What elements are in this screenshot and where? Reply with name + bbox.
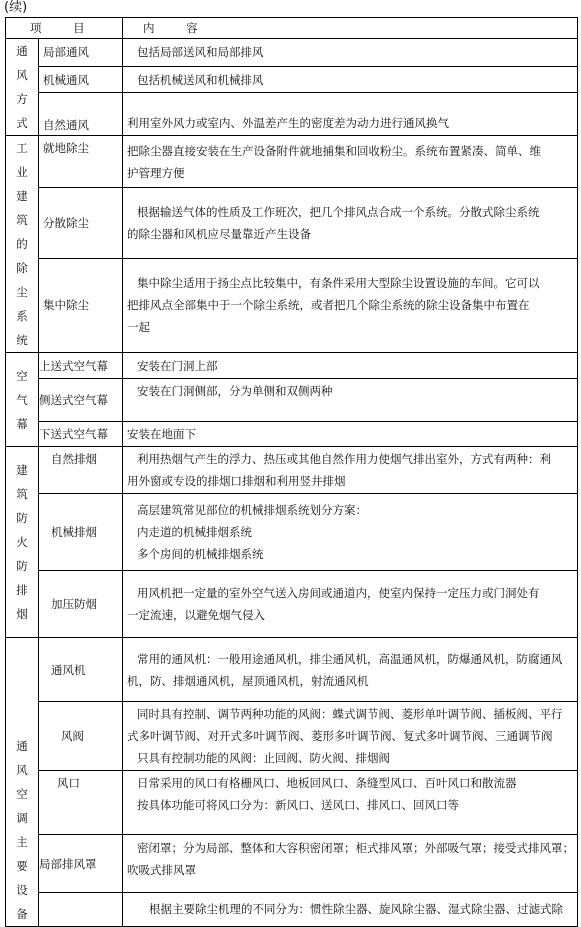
continued-label: (续): [4, 0, 28, 15]
subitem-cell: 下送式空气幕: [39, 422, 123, 447]
category-char: 幕: [16, 416, 28, 431]
category-char: 筑: [16, 487, 28, 501]
table-row: [6, 422, 578, 447]
table-row: [6, 702, 578, 771]
category-char: 建: [16, 189, 28, 203]
table-row: [6, 638, 578, 702]
subitem-cell: [39, 893, 123, 927]
category-char: 建: [16, 463, 28, 477]
content-cell: 常用的通风机：一般用途通风机，排尘通风机，高温通风机，防爆通风机，防腐通风 机，防、排烟通风机，屋顶通风机，射流通风机: [123, 638, 578, 702]
subitem-cell: 机械排烟: [39, 494, 123, 571]
category-char: 筑: [16, 213, 28, 227]
content-cell: 把除尘器直接安装在生产设备附件就地捕集和回收粉尘。系统布置紧凑、简单、维 护管理方便: [123, 136, 578, 188]
subitem-cell: 侧送式空气幕: [39, 379, 123, 422]
category-char: 工: [16, 141, 28, 155]
content-cell: 安装在门洞侧部，分为单侧和双侧两种: [123, 379, 578, 422]
category-char: 调: [16, 811, 28, 825]
table-row: [6, 188, 578, 259]
category-cell: [6, 638, 39, 927]
category-char: 空: [16, 787, 28, 801]
table-row: [6, 353, 578, 379]
table-row: [6, 494, 578, 571]
subitem-cell: 自然排烟: [39, 447, 123, 494]
spec-table: [5, 17, 578, 927]
category-char: 系: [16, 309, 28, 323]
table-row: [6, 447, 578, 494]
content-cell: 安装在地面下: [123, 422, 578, 447]
category-char: 要: [16, 859, 28, 873]
content-cell: 包括局部送风和局部排风: [123, 39, 578, 67]
content-cell: 根据主要除尘机理的不同分为：惯性除尘器、旋风除尘器、湿式除尘器、过滤式除: [123, 893, 578, 927]
subitem-cell: 机械通风: [39, 66, 123, 93]
category-char: 统: [16, 333, 28, 347]
content-cell: 集中除尘适用于扬尘点比较集中，有条件采用大型除尘设置设施的车间。它可以 把排风点全部集中于一个除尘系统，或者把几个除尘系统的除尘设备集中布置在 一起: [123, 258, 578, 352]
category-char: 业: [16, 165, 28, 179]
category-char: 尘: [16, 285, 28, 299]
header-content: 内 容: [123, 18, 578, 39]
category-cell: [6, 447, 39, 638]
subitem-cell: 通风机: [39, 638, 123, 702]
category-char: 方: [16, 92, 28, 106]
category-char: 的: [16, 237, 28, 251]
content-cell: 同时具有控制、调节两种功能的风阀：蝶式调节阀、菱形单叶调节阀、插板阀、平行 式多叶调节阀、对开式多叶调节阀、菱形多叶调节阀、复式多叶调节阀、三通调节阀 只具有控制功能的风阀：止回阀、防火阀、排烟阀: [123, 702, 578, 771]
subitem-cell: 分散除尘: [39, 188, 123, 259]
table-row: [6, 571, 578, 638]
category-char: 气: [16, 392, 28, 407]
category-char: 防: [16, 559, 28, 573]
table-row: [6, 93, 578, 136]
category-char: 式: [16, 116, 28, 130]
table-row: [6, 893, 578, 927]
table-row: [6, 771, 578, 835]
subitem-cell: 风口: [39, 771, 123, 835]
table-row: [6, 39, 578, 67]
header-row: [6, 18, 578, 39]
category-cell: [6, 353, 39, 447]
category-cell: [6, 39, 39, 136]
table-row: [6, 66, 578, 93]
content-cell: 用风机把一定量的室外空气送入房间或通道内，使室内保持一定压力或门洞处有 一定流速，以避免烟气侵入: [123, 571, 578, 638]
content-cell: 密闭罩；分为局部、整体和大容积密闭罩；柜式排风罩；外部吸气罩；接受式排风罩； 吹吸式排风罩: [123, 835, 578, 893]
subitem-cell: 上送式空气幕: [39, 353, 123, 379]
table-row: [6, 258, 578, 352]
content-cell: 日常采用的风口有格栅风口、地板回风口、条缝型风口、百叶风口和散流器 按具体功能可将风口分为：新风口、送风口、排风口、回风口等: [123, 771, 578, 835]
content-cell: 根据输送气体的性质及工作班次，把几个排风点合成一个系统。分散式除尘系统 的除尘器和风机应尽量靠近产生设备: [123, 188, 578, 259]
category-char: 备: [16, 907, 28, 921]
content-cell: 包括机械送风和机械排风: [123, 66, 578, 93]
table-row: [6, 136, 578, 188]
content-cell: 安装在门洞上部: [123, 353, 578, 379]
subitem-cell: 风阀: [39, 702, 123, 771]
category-char: 除: [16, 261, 28, 275]
category-char: 烟: [16, 607, 28, 621]
category-char: 空: [16, 368, 28, 383]
subitem-cell: 就地除尘: [39, 136, 123, 188]
subitem-cell: 局部排风罩: [39, 835, 123, 893]
category-char: 防: [16, 511, 28, 525]
subitem-cell: 加压防烟: [39, 571, 123, 638]
category-cell: [6, 136, 39, 353]
category-char: 火: [16, 535, 28, 549]
table-row: [6, 379, 578, 422]
table-row: [6, 835, 578, 893]
category-char: 风: [16, 763, 28, 777]
content-cell: 利用室外风力或室内、外温差产生的密度差为动力进行通风换气: [123, 93, 578, 136]
category-char: 排: [16, 583, 28, 597]
category-char: 主: [16, 835, 28, 849]
content-cell: 高层建筑常见部位的机械排烟系统划分方案： 内走道的机械排烟系统 多个房间的机械排烟系统: [123, 494, 578, 571]
category-char: 风: [16, 68, 28, 82]
subitem-cell: 自然通风: [39, 93, 123, 136]
category-char: 通: [16, 739, 28, 753]
subitem-cell: 集中除尘: [39, 258, 123, 352]
header-item: 项 目: [6, 18, 123, 39]
content-cell: 利用热烟气产生的浮力、热压或其他自然作用力使烟气排出室外，方式有两种：利 用外窗或专设的排烟口排烟和利用竖井排烟: [123, 447, 578, 494]
category-char: 设: [16, 883, 28, 897]
category-char: 通: [16, 44, 28, 58]
subitem-cell: 局部通风: [39, 39, 123, 67]
